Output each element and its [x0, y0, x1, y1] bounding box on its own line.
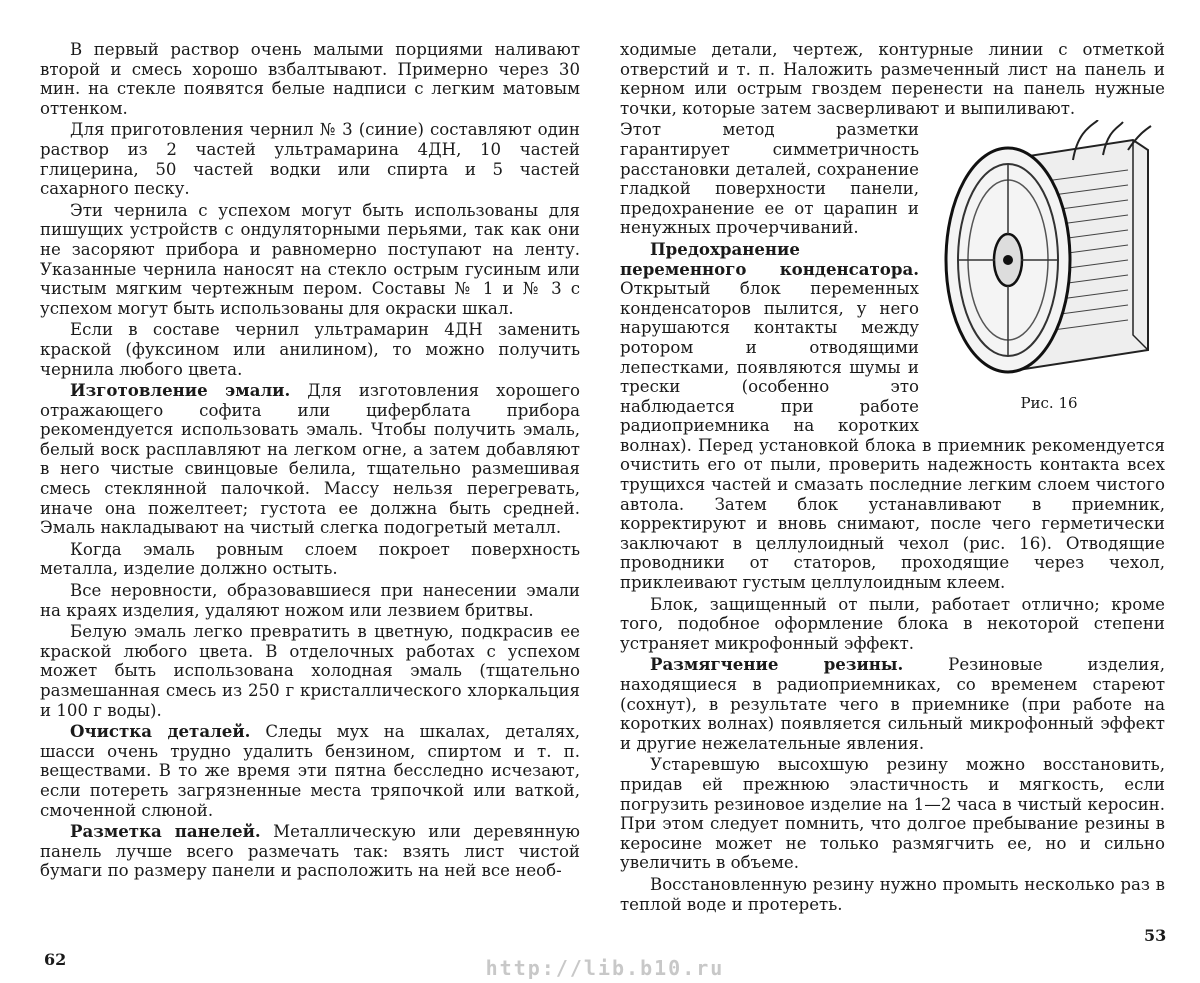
paragraph: Белую эмаль легко превратить в цветную, подкрасив ее краской любого цвета. В отделочных работах с успехом может быть использована холодная эмаль (тщательно размешанная смесь из 250 г кристаллического хлоркальция и 100 г воды).: [40, 622, 580, 720]
paragraph: Этот метод разметки гарантирует симметричность расстановки деталей, сохранение гладкой поверхности панели, предохранение ее от царапин и ненужных прочерчиваний.: [620, 120, 1165, 238]
paragraph: В первый раствор очень малыми порциями наливают второй и смесь хорошо взбалтывают. Примерно через 30 мин. на стекле появятся белые надписи с легким матовым оттенком.: [40, 40, 580, 118]
section-cleaning: Очистка деталей. Следы мух на шкалах, деталях, шасси очень трудно удалить бензином, спиртом и т. п. веществами. В то же время эти пятна бесследно исчезают, если потереть загрязненные места тряпочкой или ваткой, смоченной слюной.: [40, 722, 580, 820]
paragraph: Восстановленную резину нужно промыть несколько раз в теплой воде и протереть.: [620, 875, 1165, 914]
section-rubber: Размягчение резины. Резиновые изделия, находящиеся в радиоприемниках, со временем стареют (сохнут), в результате чего в приемнике (при работе на коротких волнах) появляется сильный микрофонный эффект и другие нежелательные явления.: [620, 655, 1165, 753]
section-heading: Изготовление эмали.: [70, 380, 290, 400]
capacitor-illustration: [933, 120, 1165, 380]
paragraph: Все неровности, образовавшиеся при нанесении эмали на краях изделия, удаляют ножом или лезвием бритвы.: [40, 581, 580, 620]
page-number-right: 53: [1144, 926, 1166, 945]
section-heading: Разметка панелей.: [70, 821, 261, 841]
section-heading: Очистка деталей.: [70, 721, 250, 741]
paragraph: Блок, защищенный от пыли, работает отлично; кроме того, подобное оформление блока в некоторой степени устраняет микрофонный эффект.: [620, 595, 1165, 654]
left-page-column: [40, 40, 580, 883]
paragraph: Если в составе чернил ультрамарин 4ДН заменить краской (фуксином или анилином), то можно получить чернила любого цвета.: [40, 320, 580, 379]
figure-caption: Рис. 16: [933, 394, 1165, 414]
paragraph: Для приготовления чернил № 3 (синие) составляют один раствор из 2 частей ультрамарина 4ДН, 10 частей глицерина, 50 частей водки или спирта и 5 частей сахарного песку.: [40, 120, 580, 198]
section-marking: Разметка панелей. Металлическую или деревянную панель лучше всего размечать так: взять лист чистой бумаги по размеру панели и расположить на ней все необ-: [40, 822, 580, 881]
page-number-left: 62: [44, 950, 66, 969]
paragraph: Когда эмаль ровным слоем покроет поверхность металла, изделие должно остыть.: [40, 540, 580, 579]
right-page-column: [620, 40, 1165, 916]
paragraph: Эти чернила с успехом могут быть использованы для пишущих устройств с ондуляторными перьями, так как они не засоряют прибора и равномерно поступают на ленту. Указанные чернила наносят на стекло острым гусиным или чистым мягким чертежным пером. Составы № 1 и № 3 с успехом могут быть использованы для окраски шкал.: [40, 201, 580, 319]
section-heading: Предохранение переменного конденсатора.: [620, 239, 919, 279]
section-capacitor: Предохранение переменного конденсатора. Открытый блок переменных конденсаторов пылится, у него нарушаются контакты между ротором и отводящими лепестками, появляются шумы и трески (особенно это наблюдается при работе радиоприемника на коротких волнах). Перед установкой блока в приемник рекомендуется очистить его от пыли, проверить надежность контакта всех трущихся частей и смазать последние легким слоем чистого автола. Затем блок устанавливают в приемник, корректируют и вновь снимают, после чего герметически заключают в целлулоидный чехол (рис. 16). Отводящие проводники от статоров, проходящие через чехол, приклеивают густым целлулоидным клеем.: [620, 240, 1165, 593]
section-enamel: Изготовление эмали. Для изготовления хорошего отражающего софита или циферблата прибора рекомендуется использовать эмаль. Чтобы получить эмаль, белый воск расплавляют на легком огне, а затем добавляют в него чистые свинцовые белила, тщательно размешивая смесь стеклянной палочкой. Массу нельзя перегревать, иначе она пожелтеет; густота ее должна быть средней. Эмаль накладывают на чистый слегка подогретый металл.: [40, 381, 580, 538]
paragraph: ходимые детали, чертеж, контурные линии с отметкой отверстий и т. п. Наложить размеченный лист на панель и керном или острым гвоздем перенести на панель нужные точки, которые затем засверливают и выпиливают.: [620, 40, 1165, 118]
watermark-url: http://lib.b10.ru: [460, 956, 750, 980]
section-heading: Размягчение резины.: [650, 654, 903, 674]
paragraph: Устаревшую высохшую резину можно восстановить, придав ей прежнюю эластичность и мягкость, если погрузить резиновое изделие на 1—2 часа в чистый керосин. При этом следует помнить, что долгое пребывание резины в керосине может не только размягчить ее, но и сильно увеличить в объеме.: [620, 755, 1165, 873]
figure-16: [933, 120, 1165, 430]
